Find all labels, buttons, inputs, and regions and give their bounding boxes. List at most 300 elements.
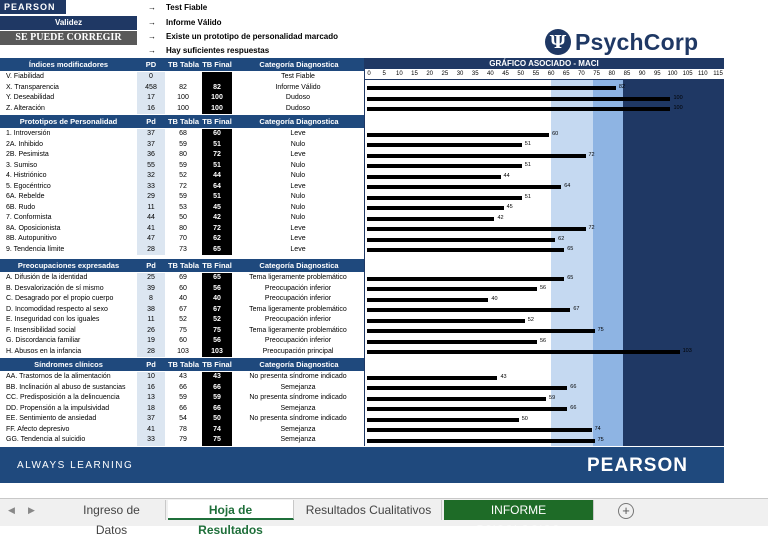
footer-logo: PEARSON	[587, 455, 688, 476]
chart-bar-label: 42	[497, 214, 504, 221]
chart-bar-label: 100	[673, 105, 683, 111]
add-sheet-icon[interactable]: +	[618, 503, 634, 519]
chart-tick-label: 10	[396, 71, 403, 77]
section-header	[0, 58, 364, 71]
tb-tabla-value: 60	[179, 337, 187, 344]
table-row[interactable]	[0, 140, 364, 151]
column-header: Categoría Diagnostica	[259, 360, 339, 369]
tb-tabla-value: 75	[179, 326, 187, 334]
chart-bar-label: 103	[682, 348, 692, 354]
table-row[interactable]	[0, 414, 364, 425]
chart-tick-label: 90	[638, 71, 646, 77]
column-header: TB Tabla	[167, 60, 200, 69]
tb-tabla-value: 52	[179, 316, 187, 323]
table-row[interactable]	[0, 347, 364, 358]
chart-bar-label: 75	[597, 327, 604, 333]
scale-label: 4. Histriónico	[6, 172, 47, 179]
chart-bar-label: 44	[503, 172, 510, 179]
arrow-icon: →	[148, 46, 156, 55]
table-row[interactable]	[0, 372, 364, 383]
chart-bar-label: 56	[539, 337, 547, 344]
scale-label: F. Insensibilidad social	[6, 326, 76, 334]
pd-value: 26	[147, 326, 155, 334]
chart-bar	[367, 287, 537, 291]
tb-tabla-value: 43	[179, 373, 187, 380]
tb-tabla-value: 100	[177, 104, 189, 112]
pd-value: 55	[147, 161, 155, 169]
chart-bar	[367, 407, 567, 411]
pd-value: 25	[147, 274, 155, 281]
tb-tabla-value: 59	[179, 193, 187, 200]
tb-tabla-value: 40	[179, 295, 187, 302]
diagnostic-category: Tema ligeramente problemático	[249, 305, 347, 313]
tb-tabla-value: 68	[179, 130, 187, 137]
chart-tick-label: 110	[698, 71, 708, 77]
diagnostic-category: Leve	[290, 235, 306, 242]
tb-tabla-value: 79	[179, 436, 187, 443]
scale-label: Z. Alteración	[6, 104, 45, 112]
chart-bar	[367, 308, 570, 312]
chart-tick-label: 70	[578, 71, 585, 77]
chart-bar	[367, 238, 555, 242]
tb-tabla-value: 52	[179, 172, 187, 179]
tb-tabla-value: 78	[179, 425, 187, 433]
chart-tick-label: 20	[426, 71, 434, 77]
column-header: Categoría Diagnostica	[259, 117, 339, 126]
table-row[interactable]	[0, 336, 364, 347]
chart-bar-label: 65	[567, 246, 574, 252]
tb-final-value: 45	[213, 203, 221, 211]
chart-tick-label: 75	[593, 71, 600, 77]
chart-bar-label: 43	[500, 373, 507, 380]
tb-tabla-value: 59	[179, 140, 187, 148]
table-row[interactable]	[0, 72, 364, 83]
tb-final-value: 62	[213, 235, 221, 242]
chart-bar	[367, 154, 586, 158]
tab-resultados-cualitativos[interactable]: Resultados Cualitativos	[296, 500, 442, 520]
table-row[interactable]	[0, 171, 364, 182]
table-row[interactable]	[0, 213, 364, 224]
diagnostic-category: Nulo	[290, 172, 306, 179]
arrow-icon: →	[148, 18, 156, 27]
pd-value: 37	[147, 415, 155, 422]
table-row[interactable]	[0, 294, 364, 305]
scale-label: 8A. Oposicionista	[6, 224, 61, 232]
chart-bar	[367, 329, 595, 333]
chart-bar-label: 66	[570, 384, 577, 390]
table-row[interactable]	[0, 83, 364, 94]
chart-bar	[367, 196, 522, 200]
tb-tabla-value: 73	[179, 245, 187, 253]
tb-final-value: 51	[213, 193, 221, 200]
scale-label: 6A. Rebelde	[6, 193, 45, 200]
diagnostic-category: Dudoso	[285, 104, 311, 112]
column-header: PD	[145, 60, 157, 69]
tb-final-value: 100	[211, 94, 223, 101]
chart-bar-label: 51	[524, 193, 531, 200]
table-row[interactable]	[0, 192, 364, 203]
tb-final-value: 75	[213, 436, 221, 443]
scale-label: GG. Tendencia al suicidio	[6, 436, 86, 443]
chart-bar-label: 64	[564, 183, 571, 189]
diagnostic-category: Preocupación inferior	[264, 295, 332, 302]
tb-tabla-value: 69	[179, 274, 187, 281]
diagnostic-category: Leve	[290, 151, 306, 158]
chart-tick-label: 15	[411, 71, 418, 77]
chart-bar-label: 67	[573, 306, 580, 312]
scale-label: G. Discordancia familiar	[6, 337, 81, 344]
footer-slogan: ALWAYS LEARNING	[17, 460, 134, 471]
chart-tick-label: 0	[367, 71, 371, 77]
tb-tabla-value: 82	[179, 83, 187, 91]
diagnostic-category: Leve	[290, 224, 306, 232]
table-row[interactable]	[0, 182, 364, 193]
chart-bar-label: 66	[570, 405, 577, 411]
pd-value: 37	[147, 130, 155, 137]
chart-bar-label: 50	[521, 415, 528, 422]
chart-title: GRÁFICO ASOCIADO - MACI	[489, 59, 599, 68]
scale-label: E. Inseguridad con los iguales	[6, 316, 100, 323]
pd-value: 37	[147, 140, 155, 148]
chart-bar-label: 82	[618, 84, 625, 90]
diagnostic-category: Leve	[290, 245, 306, 253]
chart-tick-label: 55	[532, 71, 540, 77]
pd-value: 41	[147, 224, 155, 232]
tb-final-value: 50	[213, 415, 221, 422]
chart-tick-label: 45	[502, 71, 509, 77]
pd-value: 32	[147, 172, 155, 179]
tb-final-value: 60	[213, 130, 221, 137]
chart-tick-label: 50	[517, 71, 525, 77]
column-header: Prototipos de Personalidad	[19, 117, 118, 126]
chart-bar	[367, 97, 670, 101]
chart-tick-label: 65	[562, 71, 570, 77]
table-row[interactable]	[0, 234, 364, 245]
column-header: Categoría Diagnostica	[259, 60, 339, 69]
table-row[interactable]	[0, 245, 364, 256]
chart-bar-label: 72	[588, 151, 595, 158]
chart-tick-label: 115	[713, 71, 723, 77]
tab-ingreso-datos[interactable]: Ingreso de Datos	[58, 500, 166, 520]
diagnostic-category: Semejanza	[280, 425, 316, 433]
chart-bar-label: 65	[567, 274, 574, 281]
table-row[interactable]	[0, 383, 364, 394]
column-header: TB Final	[202, 117, 232, 126]
scale-label: 2B. Pesimista	[6, 151, 49, 158]
chart-bar-label: 72	[588, 225, 595, 231]
chart-bar	[367, 143, 522, 147]
psi-icon: Ψ	[545, 29, 571, 55]
tb-final-value: 103	[211, 347, 223, 355]
column-header: Síndromes clínicos	[34, 360, 103, 369]
diagnostic-category: Nulo	[290, 140, 306, 148]
chart-tick-label: 35	[471, 71, 479, 77]
table-row[interactable]	[0, 305, 364, 316]
section-header	[0, 259, 364, 272]
diagnostic-category: Preocupación inferior	[264, 316, 332, 323]
pearson-brand-top: PEARSON	[0, 0, 66, 14]
pd-value: 19	[147, 337, 155, 344]
column-header: Pd	[146, 360, 156, 369]
tb-final-value: 66	[213, 404, 221, 412]
table-row[interactable]	[0, 224, 364, 235]
tb-tabla-value: 67	[179, 305, 187, 313]
tb-final-value: 42	[213, 214, 221, 221]
tb-final-value: 65	[213, 274, 221, 281]
tb-final-value: 72	[213, 151, 221, 158]
table-row[interactable]	[0, 273, 364, 284]
scale-label: D. Incomodidad respecto al sexo	[6, 305, 108, 313]
pd-value: 11	[147, 316, 155, 323]
tb-final-value: 51	[213, 140, 221, 148]
scale-label: 8B. Autopunitivo	[6, 235, 57, 242]
chart-bar-label: 51	[524, 141, 531, 147]
chart-bar	[367, 277, 564, 281]
column-header: Preocupaciones expresadas	[17, 261, 120, 270]
pd-value: 47	[147, 235, 155, 242]
column-header: Categoría Diagnostica	[259, 261, 339, 270]
diagnostic-category: Leve	[290, 182, 306, 190]
chart-bar	[367, 386, 567, 390]
tb-tabla-value: 66	[179, 383, 187, 391]
tb-tabla-value: 70	[179, 235, 187, 242]
scale-label: 5. Egocéntrico	[6, 182, 51, 190]
table-row[interactable]	[0, 161, 364, 172]
tb-tabla-value: 59	[179, 394, 187, 401]
tb-tabla-value: 66	[179, 404, 187, 412]
diagnostic-category: Nulo	[290, 161, 306, 169]
tb-tabla-value: 50	[179, 214, 187, 221]
chart-bar-label: 40	[491, 295, 498, 302]
diagnostic-category: No presenta síndrome indicado	[249, 373, 347, 380]
tb-final-value: 51	[213, 161, 221, 169]
tb-tabla-value: 103	[177, 347, 189, 355]
tb-final-value: 44	[213, 172, 221, 179]
pd-value: 8	[149, 295, 153, 302]
column-header: TB Tabla	[167, 261, 200, 270]
pd-value: 36	[147, 151, 155, 158]
diagnostic-category: Informe Válido	[275, 83, 321, 91]
diagnostic-category: Tema ligeramente problemático	[249, 326, 347, 334]
tb-final-value: 59	[213, 394, 221, 401]
chart-bar	[367, 217, 494, 221]
scale-label: Y. Deseabilidad	[6, 94, 55, 101]
table-row[interactable]	[0, 104, 364, 115]
pd-value: 0	[149, 73, 153, 80]
column-header: Pd	[146, 117, 156, 126]
pd-value: 16	[147, 104, 155, 112]
pd-value: 29	[147, 193, 155, 200]
diagnostic-category: Semejanza	[280, 436, 316, 443]
tb-final-value: 100	[211, 104, 223, 112]
diagnostic-category: No presenta síndrome indicado	[249, 415, 347, 422]
tb-final-value: 56	[213, 337, 221, 344]
pd-value: 41	[147, 425, 155, 433]
table-row[interactable]	[0, 435, 364, 446]
scale-label: BB. Inclinación al abuso de sustancias	[6, 383, 126, 391]
pd-value: 10	[147, 373, 155, 380]
chart-bar	[367, 376, 497, 380]
tb-final-value: 82	[213, 83, 221, 91]
pd-value: 16	[147, 383, 155, 391]
tb-final-value: 64	[213, 182, 221, 190]
diagnostic-category: Nulo	[290, 193, 306, 200]
chart-bar	[367, 340, 537, 344]
tab-informe-psicologico[interactable]: INFORME PSICOLOGICO	[444, 500, 594, 520]
chart-bar	[367, 133, 549, 137]
diagnostic-category: Semejanza	[280, 404, 316, 412]
chart-bar-label: 56	[539, 285, 547, 291]
section-header	[0, 358, 364, 371]
chart-bar-label: 62	[558, 235, 565, 242]
chart-bar	[367, 428, 592, 432]
chart-bar	[367, 175, 501, 179]
table-row[interactable]	[0, 393, 364, 404]
tb-final-value: 67	[213, 305, 221, 313]
table-row[interactable]	[0, 315, 364, 326]
chart-tick-label: 30	[456, 71, 464, 77]
validity-label: Validez	[0, 16, 137, 30]
chart-bar	[367, 185, 561, 189]
message-prototype: → Existe un prototipo de personalidad marcado	[148, 32, 339, 41]
diagnostic-category: Test Fiable	[281, 73, 315, 80]
diagnostic-category: Tema ligeramente problemático	[249, 274, 347, 281]
chart-bar-label: 59	[549, 394, 556, 401]
diagnostic-category: Preocupación principal	[262, 347, 334, 355]
tab-scroll-prev-icon[interactable]: ◀	[8, 505, 15, 515]
scale-label: 1. Introversión	[6, 130, 51, 137]
chart-bar	[367, 439, 595, 443]
chart-bar-label: 45	[506, 204, 513, 210]
chart-bar-label: 75	[597, 436, 604, 443]
table-row[interactable]	[0, 129, 364, 140]
chart-bar	[367, 350, 680, 354]
chart-bar	[367, 248, 564, 252]
scale-label: AA. Trastornos de la alimentación	[6, 373, 111, 380]
tb-tabla-value: 80	[179, 224, 187, 232]
chart-tick-label: 25	[441, 71, 449, 77]
chart-tick-label: 5	[382, 71, 386, 77]
column-header: Índices modificadores	[28, 60, 109, 69]
chart-tick-label: 60	[547, 71, 555, 77]
pd-value: 33	[147, 436, 155, 443]
chart-tick-label: 100	[667, 71, 678, 77]
table-row[interactable]	[0, 425, 364, 436]
tb-tabla-value: 72	[179, 182, 187, 190]
psychcorp-logo	[545, 28, 698, 56]
pd-value: 11	[147, 203, 155, 211]
scale-label: H. Abusos en la infancia	[6, 347, 82, 355]
column-header: TB Tabla	[167, 117, 200, 126]
diagnostic-category: Preocupación inferior	[264, 337, 332, 344]
tb-tabla-value: 54	[179, 415, 187, 422]
pd-value: 28	[147, 245, 155, 253]
tb-final-value: 40	[213, 295, 221, 302]
tb-final-value: 66	[213, 383, 221, 391]
tab-scroll-next-icon[interactable]: ▶	[28, 505, 35, 515]
table-row[interactable]	[0, 93, 364, 104]
table-row[interactable]	[0, 150, 364, 161]
diagnostic-category: No presenta síndrome indicado	[249, 394, 347, 401]
column-header: TB Final	[202, 60, 232, 69]
chart-bar	[367, 298, 488, 302]
table-row[interactable]	[0, 404, 364, 415]
column-header: TB Final	[202, 261, 232, 270]
tb-final-value: 74	[213, 425, 221, 433]
scale-label: 9. Tendencia límite	[6, 245, 65, 253]
chart-tick-label: 95	[653, 71, 661, 77]
scale-label: 6B. Rudo	[6, 203, 36, 211]
diagnostic-category: Leve	[290, 130, 306, 137]
scale-label: V. Fiabilidad	[6, 73, 44, 80]
table-row[interactable]	[0, 203, 364, 214]
scale-label: CC. Predisposición a la delincuencia	[6, 394, 120, 401]
pd-value: 39	[147, 284, 155, 292]
diagnostic-category: Preocupación inferior	[264, 284, 332, 292]
scale-label: 3. Sumiso	[6, 161, 38, 169]
diagnostic-category: Semejanza	[280, 383, 316, 391]
chart-tick-label: 85	[623, 71, 631, 77]
chart-bar	[367, 418, 519, 422]
chart-bar-label: 52	[527, 316, 534, 323]
chart-tick-label: 40	[487, 71, 494, 77]
chart-bar	[367, 206, 504, 210]
chart-bar	[367, 164, 522, 168]
correction-status: SE PUEDE CORREGIR	[0, 31, 137, 45]
pd-value: 13	[147, 394, 155, 401]
chart-bar	[367, 227, 586, 231]
column-header: TB Tabla	[167, 360, 200, 369]
tb-final-value: 72	[213, 224, 221, 232]
tb-final-value: 56	[213, 284, 221, 292]
pd-value: 33	[147, 182, 155, 190]
tb-final-value: 75	[213, 326, 221, 334]
tb-final-value: 52	[213, 316, 221, 323]
chart-bar	[367, 319, 525, 323]
diagnostic-category: Nulo	[290, 214, 306, 221]
tb-tabla-value: 53	[179, 203, 187, 211]
scale-label: B. Desvalorización de sí mismo	[6, 284, 104, 292]
section-header	[0, 115, 364, 128]
message-valid: → Informe Válido	[148, 18, 222, 27]
psychcorp-wordmark: PsychCorp	[575, 28, 699, 55]
tab-hoja-resultados[interactable]: Hoja de Resultados	[168, 500, 294, 520]
chart-bar-label: 51	[524, 162, 531, 168]
chart-bar	[367, 107, 670, 111]
scale-label: 2A. Inhibido	[6, 140, 43, 148]
message-responses: → Hay suficientes respuestas	[148, 46, 270, 55]
chart-bar-label: 100	[673, 94, 683, 101]
table-row[interactable]	[0, 326, 364, 337]
chart-bar-label: 74	[594, 426, 601, 432]
tb-tabla-value: 59	[179, 161, 187, 169]
tb-final-value: 43	[213, 373, 221, 380]
pd-value: 38	[147, 305, 155, 313]
scale-label: A. Difusión de la identidad	[6, 274, 88, 281]
scale-label: 7. Conformista	[6, 214, 52, 221]
chart-bar	[367, 86, 616, 90]
column-header: Pd	[146, 261, 156, 270]
diagnostic-category: Nulo	[290, 203, 306, 211]
chart-band-high	[593, 80, 623, 446]
table-row[interactable]	[0, 284, 364, 295]
pd-value: 17	[147, 94, 155, 101]
pd-value: 28	[147, 347, 155, 355]
scale-label: X. Transparencia	[6, 83, 59, 91]
scale-label: FF. Afecto depresivo	[6, 425, 70, 433]
chart-bar	[367, 397, 546, 401]
scale-label: C. Desagrado por el propio cuerpo	[6, 295, 114, 302]
